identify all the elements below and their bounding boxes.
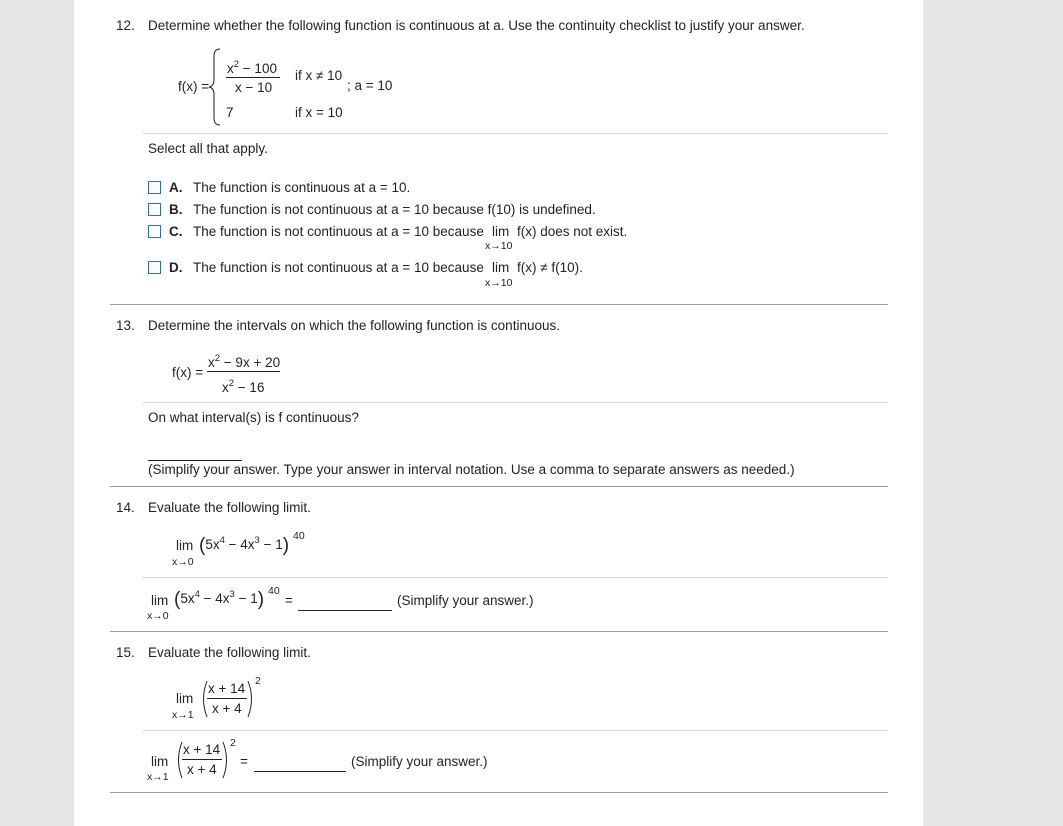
q15-hint: (Simplify your answer.) — [351, 754, 488, 769]
q12-left-brace-icon — [208, 48, 222, 126]
q12-denominator: x − 10 — [235, 80, 273, 95]
q12-instruction: Select all that apply. — [148, 141, 268, 156]
q12-case2-value: 7 — [226, 105, 234, 120]
q15-answer-numerator: x + 14 — [183, 742, 221, 757]
q13-fraction-bar — [207, 371, 280, 372]
q14-divider — [142, 577, 888, 578]
q15-fraction-bar — [207, 698, 247, 699]
option-d-lim: lim — [492, 260, 510, 275]
q12-prompt: Determine whether the following function is continuous at a. Use the continuity checklist to justify your answer. — [148, 18, 805, 33]
q12-a-value: ; a = 10 — [347, 78, 393, 93]
q14-number: 14. — [116, 500, 135, 515]
q14-equals: = — [285, 593, 293, 608]
option-d-checkbox[interactable] — [148, 261, 161, 274]
q14-answer-lim: lim — [151, 593, 169, 608]
q15-divider — [142, 730, 888, 731]
q13-fx-label: f(x) = — [172, 365, 204, 380]
q15-prompt: Evaluate the following limit. — [148, 645, 311, 660]
q14-answer-input[interactable] — [298, 610, 392, 611]
q15-lim-subscript: x→1 — [172, 709, 194, 721]
option-c-rest: f(x) does not exist. — [517, 224, 628, 239]
option-d-lim-subscript: x→10 — [485, 277, 513, 289]
option-a-text: The function is continuous at a = 10. — [193, 180, 411, 195]
q14-expression: $(5x^4 - 4x^3 - 1)$ — [199, 535, 290, 556]
q15-answer-lim: lim — [151, 754, 169, 769]
q12-divider — [142, 133, 888, 134]
option-a-checkbox[interactable] — [148, 181, 161, 194]
q15-denominator: x + 4 — [212, 701, 242, 716]
q13-denominator: $x^2 - 16$ — [222, 378, 265, 395]
q13-end-divider — [110, 486, 888, 487]
q13-divider — [142, 402, 888, 403]
q12-fraction-bar — [226, 77, 280, 78]
q14-prompt: Evaluate the following limit. — [148, 500, 311, 515]
q13-hint: (Simplify your answer. Type your answer in interval notation. Use a comma to separate answers as needed.) — [148, 462, 795, 477]
q13-numerator: $x^2 - 9x + 20$ — [208, 353, 281, 370]
option-c-text: The function is not continuous at a = 10 because — [193, 224, 484, 239]
option-a-letter: A. — [169, 180, 183, 195]
option-b-text: The function is not continuous at a = 10 because f(10) is undefined. — [193, 202, 596, 217]
q15-lim: lim — [176, 691, 194, 706]
q14-hint: (Simplify your answer.) — [397, 593, 534, 608]
q14-lim-subscript: x→0 — [172, 556, 194, 568]
option-c-lim-subscript: x→10 — [485, 240, 513, 252]
q15-answer-lim-subscript: x→1 — [147, 771, 169, 783]
q14-answer-expression: $(5x^4 - 4x^3 - 1)$ — [174, 589, 265, 610]
q13-number: 13. — [116, 318, 135, 333]
q12-case1-condition: if x ≠ 10 — [295, 68, 343, 83]
option-d-letter: D. — [169, 260, 183, 275]
option-c-lim: lim — [492, 224, 510, 239]
option-d-text: The function is not continuous at a = 10 because — [193, 260, 484, 275]
q14-end-divider — [110, 631, 888, 632]
q12-numerator: $x^2 - 100$ — [227, 59, 277, 76]
option-b-letter: B. — [169, 202, 183, 217]
q15-answer-fraction-bar — [182, 759, 222, 760]
q14-outer-exponent: 40 — [293, 530, 305, 542]
q15-number: 15. — [116, 645, 135, 660]
q12-number: 12. — [116, 18, 135, 33]
q14-lim: lim — [176, 538, 194, 553]
q15-outer-exponent: 2 — [255, 675, 261, 687]
q12-case2-condition: if x = 10 — [295, 105, 343, 120]
q13-prompt: Determine the intervals on which the following function is continuous. — [148, 318, 560, 333]
q15-answer-input[interactable] — [254, 771, 346, 772]
q15-end-divider — [110, 792, 888, 793]
q13-answer-input[interactable] — [148, 460, 242, 461]
option-c-letter: C. — [169, 224, 183, 239]
option-d-rest: f(x) ≠ f(10). — [517, 260, 583, 275]
option-c-checkbox[interactable] — [148, 225, 161, 238]
q15-answer-outer-exponent: 2 — [230, 737, 236, 749]
q12-fx-label: f(x) = — [178, 79, 210, 94]
q15-equals: = — [240, 754, 248, 769]
option-b-checkbox[interactable] — [148, 203, 161, 216]
question-page — [74, 0, 923, 826]
q14-answer-lim-subscript: x→0 — [147, 610, 169, 622]
q15-numerator: x + 14 — [208, 681, 246, 696]
q15-answer-denominator: x + 4 — [187, 762, 217, 777]
q13-question: On what interval(s) is f continuous? — [148, 410, 359, 425]
q12-end-divider — [110, 304, 888, 305]
q14-answer-outer-exponent: 40 — [268, 585, 280, 597]
